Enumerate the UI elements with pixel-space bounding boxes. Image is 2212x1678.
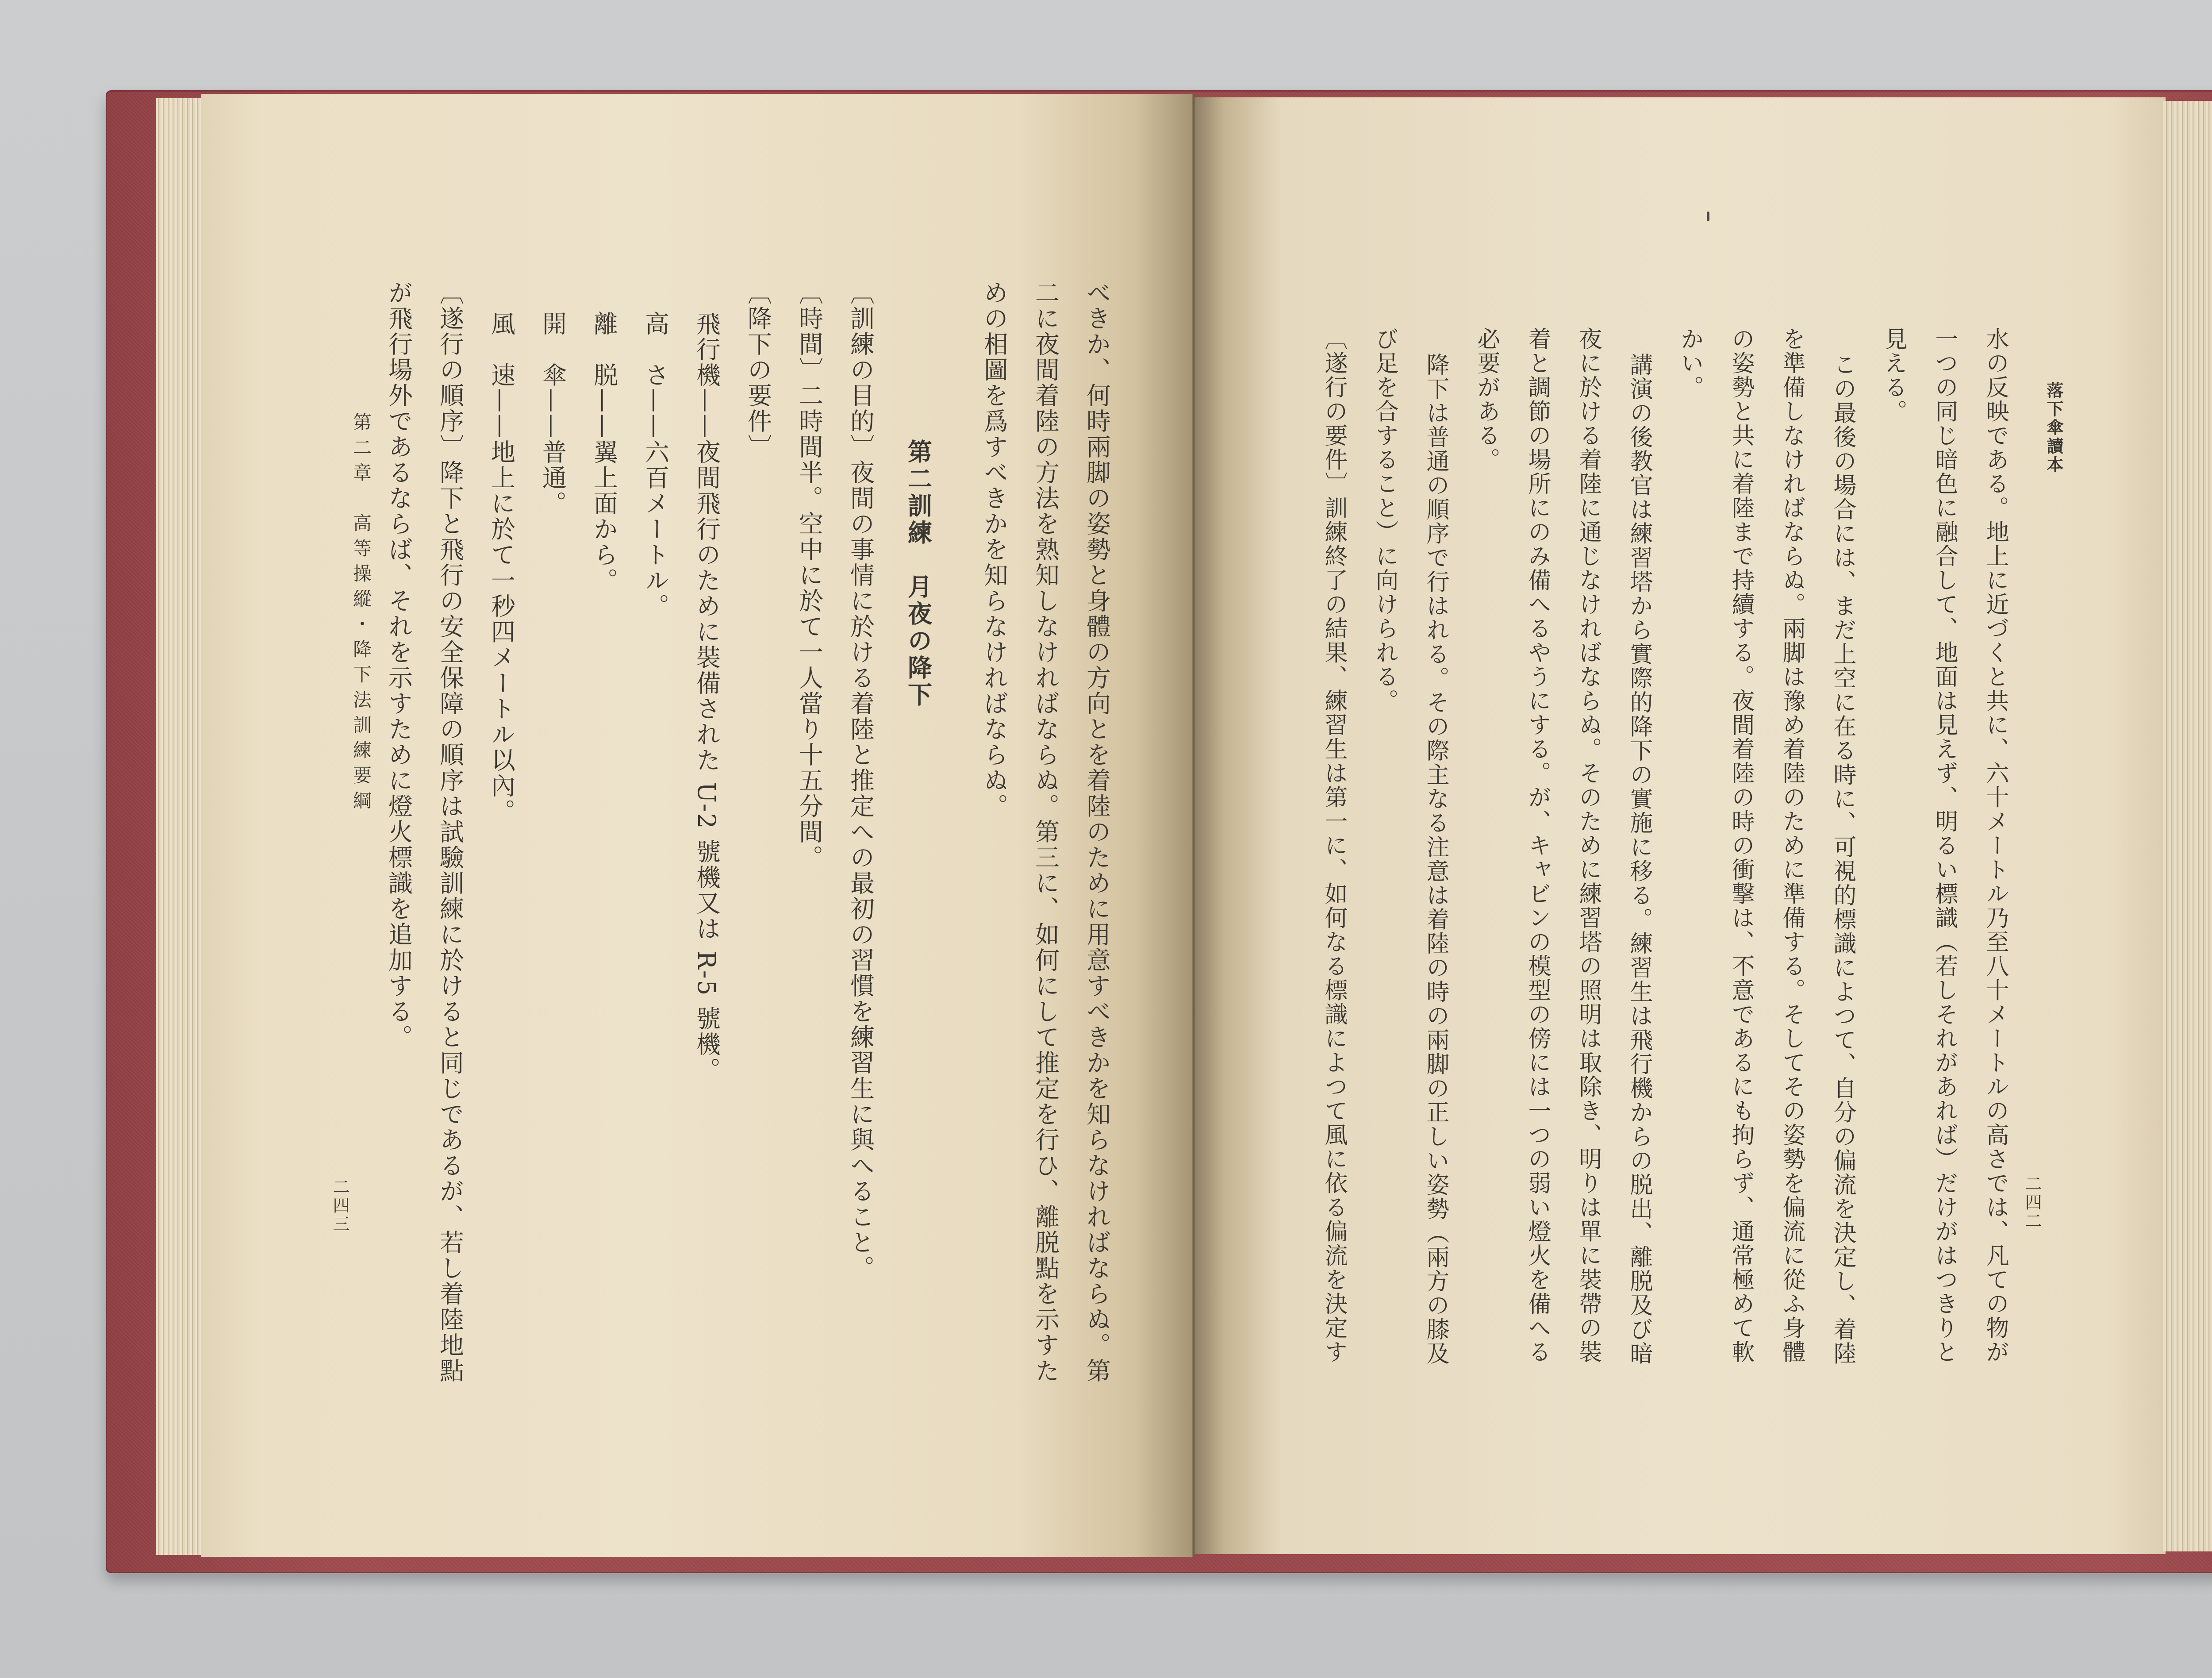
page-number-right: 二四二 xyxy=(2022,1175,2042,1231)
list-item: 飛行機——夜間飛行のために裝備された U-2 號機又は R-5 號機。 xyxy=(692,311,721,1083)
running-head: 落下傘讀本 xyxy=(2044,381,2064,474)
left-page-edges xyxy=(156,98,205,1555)
list-item: 離 脱——翼上面から。 xyxy=(590,311,618,593)
text-line: 二に夜間着陸の方法を熟知しなければならぬ。第三に、如何にして推定を行ひ、離脱點を示すた xyxy=(1031,280,1060,1384)
text-line: 水の反映である。地上に近づくと共に、六十メートル乃至八十メートルの高さでは、凡ての物が xyxy=(1982,327,2008,1364)
list-item: 高 さ——六百メートル。 xyxy=(641,311,669,619)
left-page-text xyxy=(373,280,1122,1413)
right-page-text xyxy=(1308,327,2020,1411)
right-page-edges xyxy=(2163,101,2212,1551)
text-line: めの相圖を爲すべきかを知らなければならぬ。 xyxy=(980,280,1008,819)
text-line: 〔訓練の目的〕夜間の事情に於ける着陸と推定への最初の習慣を練習生に與へること。 xyxy=(846,280,875,1281)
text-line: び足を合すること）に向けられる。 xyxy=(1371,327,1398,713)
book-gutter xyxy=(1192,94,1195,1557)
text-line: この最後の場合には、まだ上空に在る時に、可視的標識によつて、自分の偏流を決定し、着陸 xyxy=(1829,353,1856,1366)
ink-dot xyxy=(1707,212,1709,221)
text-line: 着と調節の場所にのみ備へるやうにする。が、キャビンの模型の傍には一つの弱い燈火を備へる xyxy=(1524,327,1551,1364)
section-heading: 第二訓練 月夜の降下 xyxy=(904,439,933,709)
text-line: が飛行場外であるならば、それを示すために燈火標識を追加する。 xyxy=(384,280,413,1050)
text-line: 〔遂行の順序〕降下と飛行の安全保障の順序は試驗訓練に於けると同じであるが、若し着陸地點 xyxy=(436,280,464,1384)
text-line: 〔降下の要件〕 xyxy=(744,280,772,460)
running-foot: 第二章 高等操縱・降下法訓練要綱 xyxy=(350,412,372,816)
text-line: 夜に於ける着陸に通じなければならぬ。そのために練習塔の照明は取除き、明りは單に裝帶の裝 xyxy=(1575,327,1601,1364)
text-line: 〔遂行の要件〕訓練終了の結果、練習生は第一に、如何なる標識によつて風に依る偏流を決定す xyxy=(1321,327,1347,1364)
list-item: 開 傘——普通。 xyxy=(538,311,567,516)
text-line: 降下は普通の順序で行はれる。その際主なる注意は着陸の時の兩脚の正しい姿勢（兩方の膝及 xyxy=(1422,353,1449,1366)
text-line: かい。 xyxy=(1677,327,1703,400)
text-line: 一つの同じ暗色に融合して、地面は見えず、明るい標識（若しそれがあれば）だけがはつきりと xyxy=(1931,327,1958,1364)
page-number-left: 二四三 xyxy=(330,1178,349,1234)
list-item: 風 速——地上に於て一秒四メートル以內。 xyxy=(487,311,515,824)
text-line: 〔時間〕二時間半。空中に於て一人當り十五分間。 xyxy=(795,280,823,870)
text-line: 見える。 xyxy=(1880,327,1907,423)
text-line: 必要がある。 xyxy=(1473,327,1500,472)
text-line: 講演の後教官は練習塔から實際的降下の實施に移る。練習生は飛行機からの脱出、離脱及び暗 xyxy=(1626,353,1652,1366)
text-line: を準備しなければならぬ。兩脚は豫め着陸のために準備する。そしてその姿勢を偏流に從ふ身體 xyxy=(1778,327,1805,1364)
text-line: の姿勢と共に着陸まで持續する。夜間着陸の時の衝撃は、不意であるにも拘らず、通常極めて軟 xyxy=(1728,327,1754,1364)
text-line: べきか、何時兩脚の姿勢と身體の方向とを着陸のために用意すべきかを知らなければならぬ。第 xyxy=(1083,280,1111,1384)
